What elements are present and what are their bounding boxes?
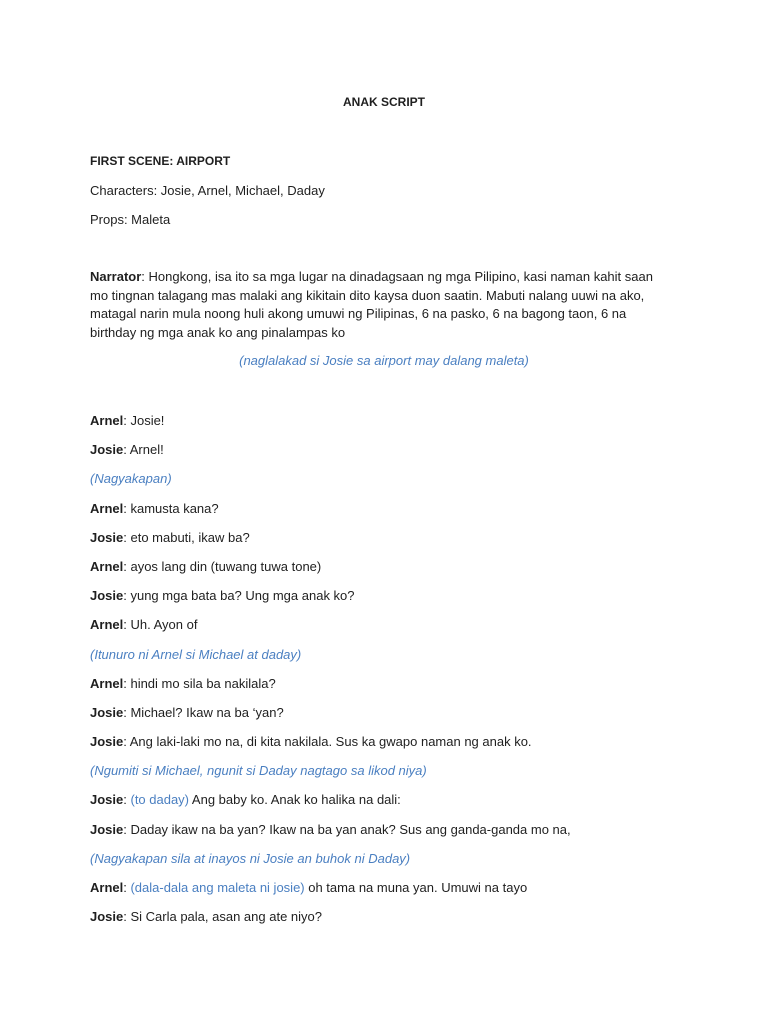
dialogue-separator: : <box>123 792 131 808</box>
dialogue-text: : Arnel! <box>123 442 164 458</box>
dialogue-line <box>90 499 690 528</box>
dialogue-line <box>90 674 690 703</box>
stage-direction: (Nagyakapan) <box>90 471 172 487</box>
stage-direction: (Ngumiti si Michael, ngunit si Daday nagtago sa likod niya) <box>90 763 427 779</box>
dialogue-line <box>90 703 690 732</box>
dialogue-text: : kamusta kana? <box>123 500 219 516</box>
narrator-speaker: Narrator <box>90 269 142 284</box>
dialogue-line <box>90 820 690 849</box>
dialogue-text: oh tama na muna yan. Umuwi na tayo <box>304 880 528 895</box>
speaker-name: Arnel <box>90 617 124 633</box>
stage-direction: (Nagyakapan sila at inayos ni Josie an buhok ni Daday) <box>90 850 411 866</box>
speaker-name: Arnel <box>90 558 124 574</box>
dialogue-text: : Michael? Ikaw na ba ‘yan? <box>123 704 284 720</box>
dialogue-line <box>90 790 690 819</box>
inline-direction: (dala-dala ang maleta ni josie) <box>130 880 305 895</box>
stage-direction: (naglalakad si Josie sa airport may dalang maleta) <box>239 353 529 368</box>
stage-direction-line <box>90 761 690 790</box>
dialogue-text: : ayos lang din (tuwang tuwa tone) <box>123 558 322 574</box>
speaker-name: Josie <box>90 442 124 458</box>
speaker-name: Josie <box>90 909 124 925</box>
narrator-paragraph <box>90 268 670 342</box>
dialogue-lines <box>90 411 690 936</box>
dialogue-text: : Ang laki-laki mo na, di kita nakilala. Sus ka gwapo naman ng anak ko. <box>123 734 532 750</box>
props-line: Props: Maleta <box>90 212 171 227</box>
dialogue-text: : eto mabuti, ikaw ba? <box>123 529 250 545</box>
dialogue-text: : yung mga bata ba? Ung mga anak ko? <box>123 588 355 604</box>
dialogue-line <box>90 878 690 907</box>
dialogue-text: Ang baby ko. Anak ko halika na dali: <box>189 792 401 808</box>
dialogue-line <box>90 732 690 761</box>
dialogue-line <box>90 411 690 440</box>
scene-heading: FIRST SCENE: AIRPORT <box>90 154 231 168</box>
stage-direction-line <box>90 849 690 878</box>
dialogue-line <box>90 557 690 586</box>
dialogue-text: : Si Carla pala, asan ang ate niyo? <box>123 909 322 925</box>
dialogue-text: : hindi mo sila ba nakilala? <box>123 675 276 691</box>
speaker-name: Josie <box>90 588 124 604</box>
dialogue-text: : Josie! <box>123 413 165 428</box>
dialogue-text: : Daday ikaw na ba yan? Ikaw na ba yan anak? Sus ang ganda-ganda mo na, <box>123 821 571 837</box>
stage-direction: (Itunuro ni Arnel si Michael at daday) <box>90 646 302 662</box>
speaker-name: Josie <box>90 529 124 545</box>
dialogue-line <box>90 440 690 469</box>
characters-line: Characters: Josie, Arnel, Michael, Daday <box>90 183 325 198</box>
inline-direction: (to daday) <box>130 792 190 808</box>
narrator-text: : Hongkong, isa ito sa mga lugar na dinadagsaan ng mga Pilipino, kasi naman kahit saan mo tingnan talagang mas malaki ang kikitain dito kaysa duon saatin. Mabuti nalang uuwi na ako, matagal narin mula noong huli akong umuwi ng Pilipinas, 6 na pasko, 6 na bagong taon, 6 na birthday ng mga anak ko ang pinalampas ko <box>90 269 653 340</box>
stage-direction-line <box>90 645 690 674</box>
dialogue-line <box>90 907 690 936</box>
script-title: ANAK SCRIPT <box>342 95 425 109</box>
speaker-name: Arnel <box>90 500 124 516</box>
dialogue-line <box>90 615 690 644</box>
speaker-name: Josie <box>90 821 124 837</box>
speaker-name: Josie <box>90 704 124 720</box>
dialogue-line <box>90 528 690 557</box>
speaker-name: Josie <box>90 734 124 750</box>
dialogue-line <box>90 586 690 615</box>
stage-direction-line <box>90 469 690 498</box>
speaker-name: Arnel <box>90 880 124 895</box>
dialogue-separator: : <box>123 880 131 895</box>
dialogue-text: : Uh. Ayon of <box>123 617 198 633</box>
speaker-name: Arnel <box>90 413 124 428</box>
speaker-name: Josie <box>90 792 124 808</box>
speaker-name: Arnel <box>90 675 124 691</box>
